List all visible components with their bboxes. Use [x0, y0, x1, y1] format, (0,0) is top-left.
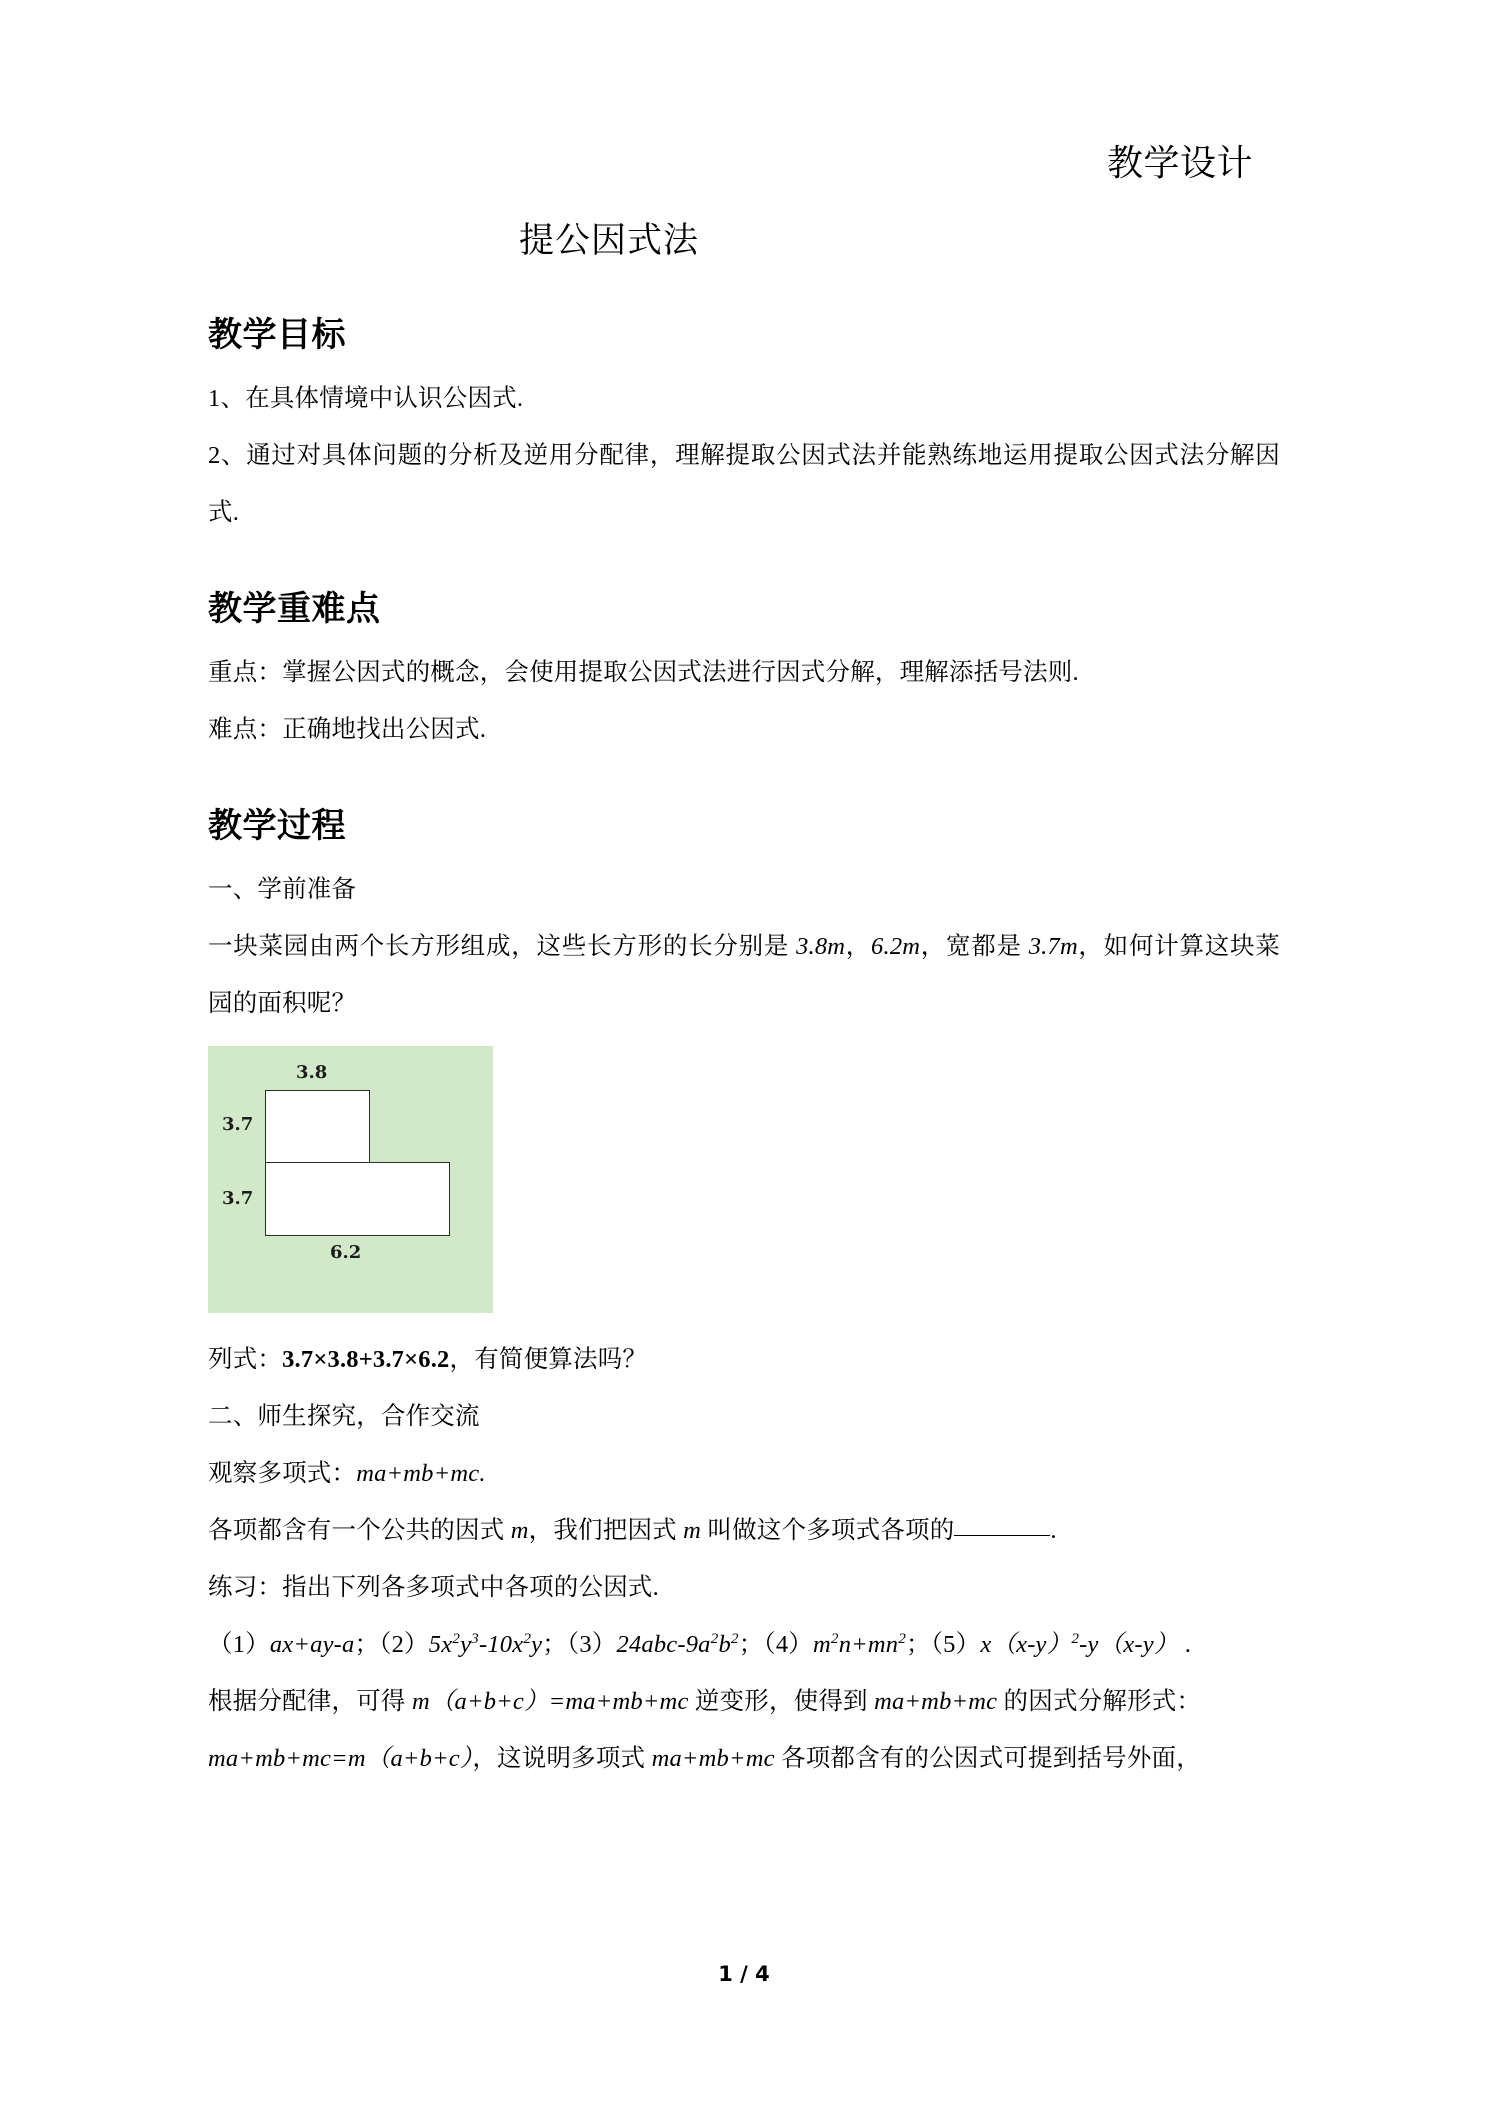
distributive-part-2: 逆变形，使得到	[688, 1688, 875, 1716]
expression-formula: 3.7×3.8+3.7×6.2	[282, 1346, 450, 1374]
rectangle-upper	[265, 1090, 370, 1163]
figure-label-left-lower: 3.7	[222, 1188, 254, 1210]
conclusion-formula-2: ma+mb+mc	[651, 1745, 775, 1773]
objective-item-1: 1、在具体情境中认识公因式.	[208, 385, 524, 413]
section-heading-key-points: 教学重难点	[208, 591, 381, 629]
figure-label-left-upper: 3.7	[222, 1114, 254, 1136]
practice-item-2-expr: $5x^2y^3-10x^2y$	[428, 1630, 543, 1659]
distributive-part-3: 的因式分解形式：	[997, 1688, 1202, 1716]
common-factor-m-1: m	[510, 1517, 529, 1545]
practice-item-2-no: （2）	[379, 1631, 429, 1659]
expression-line	[208, 1331, 1280, 1388]
practice-item-4-expr: $m^2n+mn^2$	[813, 1630, 907, 1659]
rectangle-lower	[265, 1162, 450, 1236]
practice-item-2-sep: ；	[542, 1631, 567, 1659]
practice-item-5-no: （5）	[930, 1631, 981, 1659]
observe-formula: ma+mb+mc.	[356, 1460, 486, 1488]
objective-item-2: 2、通过对具体问题的分析及逆用分配律，理解提取公因式法并能熟练地运用提取公因式法分解因式.	[208, 442, 1280, 527]
distributive-formula-1: m（a+b+c）=ma+mb+mc	[411, 1688, 689, 1716]
common-factor-part-1: 各项都含有一个公共的因式	[208, 1517, 511, 1545]
practice-item-4-no: （4）	[763, 1631, 813, 1659]
figure-container	[208, 1046, 1280, 1313]
section-heading-process: 教学过程	[208, 808, 346, 846]
fill-in-blank[interactable]	[954, 1535, 1050, 1536]
figure-label-top: 3.8	[296, 1062, 328, 1084]
problem-mid: ，宽都是	[920, 933, 1029, 961]
observe-prefix: 观察多项式：	[208, 1460, 357, 1488]
practice-item-5-sep: .	[1178, 1631, 1192, 1659]
garden-area-diagram	[208, 1046, 493, 1313]
distributive-law-line	[208, 1673, 1280, 1730]
practice-label: 练习：指出下列各多项式中各项的公因式.	[208, 1574, 659, 1602]
key-point-item-2: 难点：正确地找出公因式.	[208, 716, 487, 744]
process-step-1-label: 一、学前准备	[208, 876, 357, 904]
common-factor-m-2: m	[683, 1517, 702, 1545]
practice-item-3-no: （3）	[566, 1631, 617, 1659]
page-title: 提公因式法	[518, 221, 699, 261]
problem-sep-1: ，	[845, 933, 872, 961]
common-factor-line	[208, 1502, 1280, 1559]
conclusion-part-1: ，这说明多项式	[472, 1745, 652, 1773]
conclusion-part-2: 各项都含有的公因式可提到括号外面，	[774, 1745, 1201, 1773]
problem-length-1: 3.8m	[796, 933, 846, 961]
practice-item-3-expr: $24abc-9a^2b^2$	[616, 1630, 739, 1659]
problem-length-2: 6.2m	[871, 933, 921, 961]
process-step-2-label: 二、师生探究，合作交流	[208, 1403, 480, 1431]
conclusion-line	[208, 1730, 1280, 1787]
problem-statement	[208, 918, 1280, 1032]
practice-items-line	[208, 1616, 1280, 1673]
observe-line	[208, 1445, 1280, 1502]
document-header: 教学设计	[1106, 143, 1253, 183]
expression-suffix: ，有简便算法吗？	[449, 1346, 648, 1374]
page-number: 1 / 4	[718, 1962, 770, 1986]
practice-item-1-sep: ；	[354, 1631, 380, 1659]
section-heading-objectives: 教学目标	[208, 317, 346, 355]
distributive-formula-2: ma+mb+mc	[874, 1688, 998, 1716]
problem-lead: 一块菜园由两个长方形组成，这些长方形的长分别是	[208, 933, 797, 961]
expression-prefix: 列式：	[208, 1346, 283, 1374]
practice-item-4-sep: ；	[906, 1631, 931, 1659]
distributive-part-1: 根据分配律，可得	[208, 1688, 412, 1716]
practice-item-1-expr: ax+ay-a	[269, 1631, 355, 1659]
problem-tail: ，如何计算这块菜园的面积呢？	[208, 933, 1280, 1018]
practice-item-1-no: （1）	[208, 1631, 270, 1659]
problem-width: 3.7m	[1028, 933, 1078, 961]
figure-label-bottom: 6.2	[330, 1242, 362, 1264]
key-point-item-1: 重点：掌握公因式的概念，会使用提取公因式法进行因式分解，理解添括号法则.	[208, 659, 1079, 687]
practice-item-5-expr: $x(x-y)^2-y(x-y)$	[980, 1630, 1179, 1659]
common-factor-part-2: ，我们把因式	[528, 1517, 684, 1545]
common-factor-part-3: 叫做这个多项式各项的	[701, 1517, 955, 1545]
practice-item-3-sep: ；	[738, 1631, 764, 1659]
common-factor-part-4: .	[1050, 1517, 1057, 1545]
conclusion-formula-1: ma+mb+mc=m（a+b+c）	[208, 1745, 473, 1773]
